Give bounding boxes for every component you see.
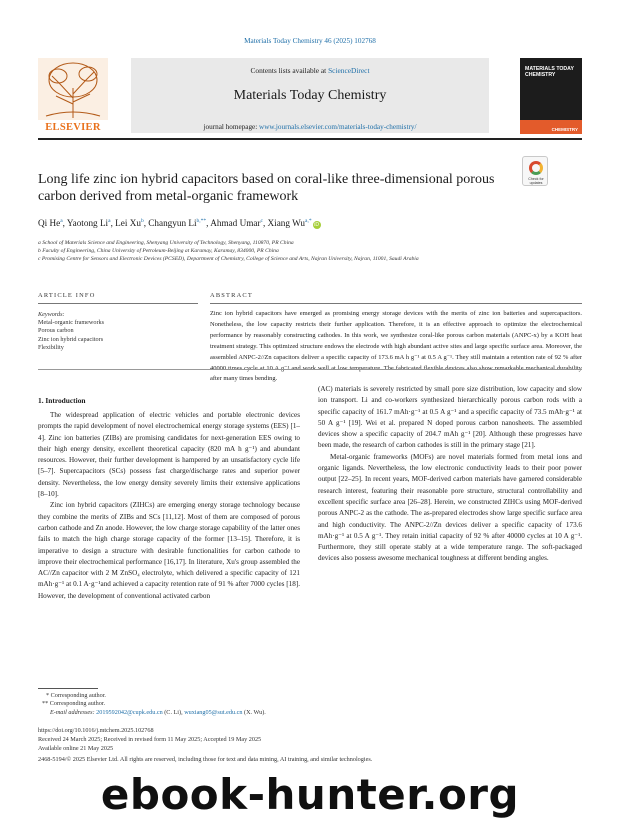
email-name-2: (X. Wu).	[242, 709, 266, 716]
publisher-logo-text: ELSEVIER	[45, 122, 101, 133]
affiliation-a: a School of Materials Science and Engineering, Shenyang University of Technology, Shenyang, 110870, PR China	[38, 240, 294, 246]
crossmark-icon	[529, 161, 543, 175]
homepage-link[interactable]: www.journals.elsevier.com/materials-today-chemistry/	[259, 123, 417, 131]
keyword: Metal-organic frameworks	[38, 319, 105, 326]
article-info-rule	[38, 303, 198, 304]
body-paragraph: Zinc ion hybrid capacitors (ZIHCs) are emerging energy storage technology because they combine the merits of ZIBs and SCs [11,12]. Most of them are composed of porous carbon cathode and Zn anode. However, the low charge storage capability of the latter ones fails to match the high charge storage capacity of the former [13–15]. Therefore, it is imperative to design a structure with desirable functionalities for carbon cathode to improve their electrochemical performance [16,17]. In literature, Xu's group assembled the AC//Zn capacitor with 2 M ZnSO₄ electrolyte, which delivered a specific capacity of 121 mAh·g⁻¹ at 0.1 A·g⁻¹and achieved a capacity retention rate of 91 % after 7000 cycles [18]. However, the development of conventional activated carbon	[38, 501, 300, 600]
article-title: Long life zinc ion hybrid capacitors based on coral-like three-dimensional porous carbon derived from metal-organic framework	[38, 172, 495, 204]
body-right-column	[318, 384, 582, 565]
journal-title: Materials Today Chemistry	[233, 88, 387, 103]
doi-link[interactable]: https://doi.org/10.1016/j.mtchem.2025.102768	[38, 727, 154, 734]
copyright-line: 2468-5194/© 2025 Elsevier Ltd. All rights are reserved, including those for text and data mining, AI training, and similar technologies.	[38, 756, 373, 763]
journal-citation[interactable]: Materials Today Chemistry 46 (2025) 102768	[244, 37, 376, 45]
author-affiliation-mark: b	[140, 218, 144, 224]
author-name[interactable]: Yaotong Li	[66, 218, 109, 228]
body-paragraph: (AC) materials is severely restricted by small pore size distribution, low capacity and slow ion transport. Li and co-workers synthesized hierarchically porous carbon rods with a specific capacity of 161.7 mAh·g⁻¹ at 0.5 A g⁻¹ and a specific capacity of 73.5 mAh·g⁻¹ at 50 A g⁻¹ [19]. Wei et al. prepared N doped porous carbon nanosheets. The assembled devices show a specific capacity of 204.7 mAh g⁻¹ [20]. Although these progresses have been made, the research of carbon cathodes is still in the primary stage [21].	[318, 385, 582, 450]
cover-title: MATERIALS TODAY CHEMISTRY	[525, 66, 574, 78]
affiliation-c: c Promising Centre for Sensors and Electronic Devices (PCSED), Department of Chemistry, College of Science and Arts, Najran University, Najran, 11001, Saudi Arabia	[38, 256, 419, 262]
homepage-prefix: journal homepage:	[203, 123, 260, 131]
footnote-rule	[38, 688, 98, 689]
check-for-updates-badge[interactable]	[522, 156, 548, 186]
abstract-divider	[38, 369, 582, 370]
corresponding-note-2: ** Corresponding author.	[42, 700, 106, 707]
keywords-list	[38, 319, 104, 352]
received-dates: Received 24 March 2025; Received in revised form 11 May 2025; Accepted 19 May 2025	[38, 736, 262, 743]
section-title: 1. Introduction	[38, 396, 86, 405]
author-name[interactable]: Qi He	[38, 218, 61, 228]
keyword: Zinc ion hybrid capacitors	[38, 335, 104, 343]
header-divider	[38, 138, 582, 140]
author-name[interactable]: Lei Xu	[115, 218, 141, 228]
body-paragraph: The widespread application of electric vehicles and portable electronic devices prompts the rapid development of novel electrochemical energy storage systems (EES) [1–4]. Zinc ion batteries (ZIBs) are promising candidates for next-generation EES owing to their high energy density, excellent theoretical capacity (820 mA h g⁻¹) and abundant resources. However, their further development is hampered by an unsatisfactory cycle life [5–7]. Supercapacitors (SCs) possess fast charge/discharge rates and superior power density. Nevertheless, the low energy density severely limits their extensive applications [8–10].	[38, 411, 300, 499]
orcid-icon[interactable]: iD	[314, 222, 319, 228]
keyword: Porous carbon	[38, 327, 74, 335]
email-label: E-mail addresses:	[50, 709, 97, 716]
body-left-column	[38, 410, 300, 602]
abstract-rule	[210, 303, 582, 304]
author-affiliation-mark: b,**	[196, 218, 207, 224]
check-for-updates-label: Check for updates	[528, 177, 544, 185]
author-affiliation-mark: a	[60, 218, 63, 224]
email-name-1: (C. Li),	[162, 709, 185, 716]
affiliation-b: b Faculty of Engineering, China University of Petroleum-Beijing at Karamay, Karamay, 834000, PR China	[38, 248, 279, 254]
article-info-heading: ARTICLE INFO	[38, 292, 96, 299]
keywords-label: Keywords:	[38, 311, 65, 318]
keyword: Flexibility	[38, 343, 64, 351]
sciencedirect-link[interactable]: ScienceDirect	[328, 66, 370, 75]
contents-available-line	[131, 66, 489, 75]
author-affiliation-mark: a,*	[305, 218, 312, 224]
contents-prefix: Contents lists available at	[250, 66, 329, 75]
email-link-2[interactable]: wuxiang05@sut.edu.cn	[184, 709, 243, 716]
author-affiliation-mark: a	[108, 218, 111, 224]
corresponding-note-1: * Corresponding author.	[46, 692, 106, 699]
abstract-text: Zinc ion hybrid capacitors have emerged as promising energy storage devices with the merits of zinc ion batteries and supercapacitors. Nonetheless, the low capacity restricts their further application. Therefore, it is an effective approach to optimize the electrochemical performance by reasonably constructing cathodes. In this work, we synthesize coral-like porous carbon materials (ANPC-x) by a KOH heat treatment strategy. This optimized structure endows the electrode with high abundant active sites and large specific surface area. Moreover, the assembled ANPC-2//Zn capacitors deliver a specific capacity of 173.6 mA h g⁻¹ at 0.5 A g⁻¹. They still maintain a retention rate of 92 % after after many times bending.	[210, 310, 582, 383]
email-line	[50, 709, 266, 716]
author-name[interactable]: Xiang Wu	[267, 218, 306, 228]
body-paragraph: Metal-organic frameworks (MOFs) are novel materials formed from metal ions and organic ligands. Nevertheless, the low electronic conductivity leads to their poor power output [22–25]. In recent years, MOF-derived carbon materials have garnered considerable research interest, featuring their reasonable pore structure, structural controllability and excellent specific surface area [26–28]. Herein, we constructed ZIHCs using MOF-derived porous ANPC-2 as the cathode. The as-prepared electrodes show large specific surface area and high conductivity. The ANPC-2//Zn devices deliver a specific capacity of 173.6 mAh·g⁻¹ at 0.5 A g⁻¹. They retain initial capacity of 92 % after 40000 cycles at 10 A g⁻¹. Furthermore, they still operate stably at a wide temperature range. The soft-packaged devices also possess awesome mechanical toughness at different bending angles.	[318, 452, 582, 563]
abstract-heading: ABSTRACT	[210, 292, 253, 299]
available-online: Available online 21 May 2025	[38, 745, 114, 752]
journal-cover-thumbnail	[520, 58, 582, 134]
author-name[interactable]: Ahmad Umar	[210, 218, 261, 228]
author-list: Qi He$^a$, Yaotong Li$^a$, Lei Xu$^b$, Changyun $Li^{b,**}$, Ahmad Umar$^c$, Xiang $Wu^{a,*}iD$	[38, 218, 319, 228]
author-affiliation-mark: c	[260, 218, 263, 224]
watermark-text: ebook-hunter.org	[100, 770, 520, 819]
email-link-1[interactable]: 2019592042@cupk.edu.cn	[96, 709, 163, 716]
cover-bottom-label: CHEMISTRY	[520, 120, 582, 134]
author-name[interactable]: Changyun Li	[148, 218, 197, 228]
journal-homepage-line	[131, 123, 489, 131]
